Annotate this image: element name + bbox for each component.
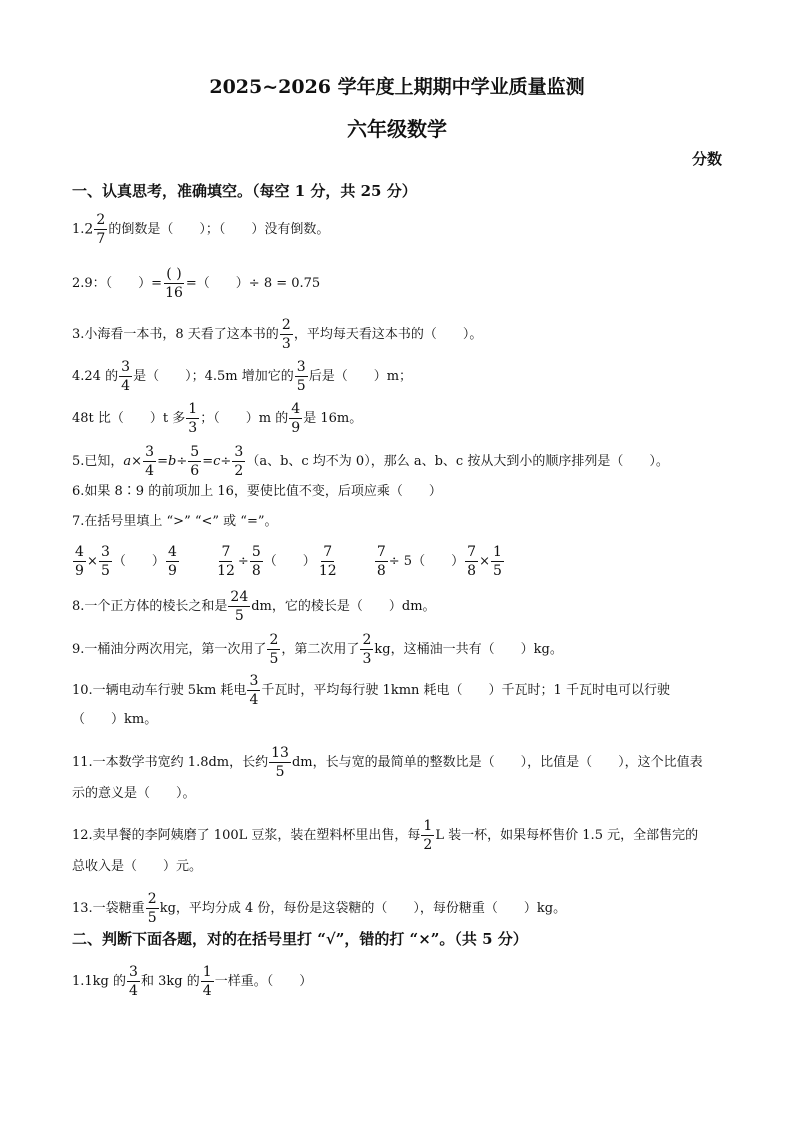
q3-prefix: 3.小海看一本书，8 天看了这本书的 <box>72 327 279 342</box>
q7-1-frac-b <box>99 545 112 578</box>
j1-suffix: 一样重。（ ） <box>214 974 313 989</box>
q7-1-n3: 4 <box>166 545 179 562</box>
q9-suffix: kg，这桶油一共有（ ）kg。 <box>374 642 563 657</box>
q5-fraction-1 <box>143 445 156 478</box>
q7-1-op: × <box>87 554 98 569</box>
q9-mid: ，第二次用了 <box>281 642 360 657</box>
q7-item-3 <box>374 545 505 578</box>
q2-fraction <box>163 267 185 300</box>
q5-times: × <box>131 454 143 469</box>
q2-prefix: 2.9：（ ）= <box>72 276 163 291</box>
q7-1-d2: 5 <box>100 563 110 579</box>
q4-den2: 5 <box>296 378 306 394</box>
q4b-den2: 9 <box>291 420 301 436</box>
q13-prefix: 13.一袋糖重 <box>72 901 145 916</box>
q13-suffix: kg，平均分成 4 份，每份是这袋糖的（ ），每份糖重（ ）kg。 <box>159 901 567 916</box>
q7-2-d2: 8 <box>251 563 261 579</box>
q10-prefix: 10.一辆电动车行驶 5km 耗电 <box>72 683 247 698</box>
q4-prefix: 4.24 的 <box>72 369 119 384</box>
question-2 <box>72 267 732 300</box>
q1-fraction <box>94 213 107 246</box>
q12-fraction <box>421 819 434 852</box>
q7-3-frac-c <box>465 545 478 578</box>
q11-prefix: 11.一本数学书宽约 1.8dm，长约 <box>72 755 269 770</box>
q3-fraction <box>280 318 293 351</box>
q8-den: 5 <box>234 608 244 624</box>
q11-fraction <box>269 746 291 779</box>
q2-num: ( ) <box>166 266 182 282</box>
q9-den2: 3 <box>362 651 372 667</box>
q4-suffix: 后是（ ）m； <box>308 369 413 384</box>
q3-num: 2 <box>280 318 293 335</box>
q7-2-frac-b <box>250 545 263 578</box>
q11-num: 13 <box>271 745 289 761</box>
q7-2-d1: 12 <box>217 563 235 579</box>
q7-2-n1: 7 <box>219 545 232 562</box>
q8-fraction <box>228 590 250 623</box>
question-6: 6.如果 8∶9 的前项加上 16，要使比值不变，后项应乘（ ） <box>72 484 442 499</box>
q7-2-n2: 5 <box>250 545 263 562</box>
q7-3-op2: × <box>479 554 490 569</box>
q5-fraction-2 <box>188 445 201 478</box>
q7-2-d3: 12 <box>318 563 337 579</box>
j1-fraction-1 <box>127 965 140 998</box>
j1-den2: 4 <box>202 983 212 999</box>
q7-item-1 <box>72 545 180 578</box>
q4-mid: 是（ ）；4.5m 增加它的 <box>133 369 294 384</box>
q1-num: 2 <box>94 213 107 230</box>
q2-suffix: =（ ）÷ 8 = 0.75 <box>185 276 321 291</box>
q9-num1: 2 <box>267 633 280 650</box>
q5-n3: 3 <box>232 445 245 462</box>
q4b-den1: 3 <box>188 420 198 436</box>
q5-prefix: 5.已知， <box>72 454 124 469</box>
q5-suffix: （a、b、c 均不为 0），那么 a、b、c 按从大到小的顺序排列是（ ）。 <box>246 454 669 469</box>
q5-var-a: a <box>123 454 132 469</box>
q8-num: 24 <box>230 589 249 605</box>
q4b-prefix: 48t 比（ ）t 多 <box>72 411 186 426</box>
question-3 <box>72 318 732 351</box>
q13-num: 2 <box>146 892 159 909</box>
q5-var-b: b <box>167 454 177 469</box>
q7-1-n2: 3 <box>99 545 112 562</box>
q8-suffix: dm，它的棱长是（ ）dm。 <box>251 599 436 614</box>
q5-d3: 2 <box>234 463 244 479</box>
q7-3-blank: （ ） <box>412 554 465 569</box>
q10-den: 4 <box>249 692 259 708</box>
q9-num2: 2 <box>360 633 373 650</box>
j1-mid: 和 3kg 的 <box>141 974 200 989</box>
question-4 <box>72 360 732 393</box>
q5-n1: 3 <box>143 445 156 462</box>
q7-3-frac-d <box>491 545 504 578</box>
q7-3-op: ÷ 5 <box>388 554 413 569</box>
question-1 <box>72 213 732 246</box>
q12-num: 1 <box>421 819 434 836</box>
j1-fraction-2 <box>201 965 214 998</box>
q1-prefix: 1. <box>72 222 85 237</box>
j1-num1: 3 <box>127 965 140 982</box>
q7-1-blank: （ ） <box>112 554 165 569</box>
q7-3-n4: 1 <box>491 545 504 562</box>
q10-num: 3 <box>247 674 260 691</box>
q7-3-n1: 7 <box>375 545 388 562</box>
q4-fraction-1 <box>119 360 132 393</box>
question-8 <box>72 590 732 623</box>
judge-question-1 <box>72 965 732 998</box>
q5-var-c: c <box>213 454 221 469</box>
q7-3-d1: 8 <box>376 563 386 579</box>
question-5 <box>72 445 732 478</box>
j1-den1: 4 <box>129 983 138 999</box>
question-13 <box>72 892 732 925</box>
q7-3-d3: 8 <box>467 563 477 579</box>
q4b-fraction-1 <box>186 402 199 435</box>
q7-3-d4: 5 <box>493 563 502 579</box>
q10-suffix: 千瓦时，平均每行驶 1kmn 耗电（ ）千瓦时；1 千瓦时电可以行驶 <box>261 683 670 698</box>
q7-1-frac-c <box>166 545 179 578</box>
q1-text: 的倒数是（ ）；（ ）没有倒数。 <box>108 222 330 237</box>
q9-fraction-2 <box>360 633 373 666</box>
question-12-line2: 总收入是（ ）元。 <box>72 859 203 874</box>
q2-den: 16 <box>165 285 183 301</box>
q5-div2: ÷ <box>220 454 232 469</box>
q13-fraction <box>146 892 159 925</box>
q9-fraction-1 <box>267 633 280 666</box>
q7-item-2 <box>214 545 340 578</box>
question-7-items <box>72 545 732 578</box>
question-10 <box>72 674 732 707</box>
q7-1-d3: 9 <box>167 563 177 579</box>
q7-2-frac-c <box>317 545 339 578</box>
j1-num2: 1 <box>201 965 214 982</box>
q7-2-n3: 7 <box>321 545 334 562</box>
q1-den: 7 <box>96 231 106 247</box>
q1-whole: 2 <box>84 221 94 238</box>
q5-eq1: = <box>157 454 168 469</box>
score-label: 分数 <box>691 150 722 168</box>
exam-title: 2025~2026 学年度上期期中学业质量监测 <box>209 76 585 98</box>
j1-prefix: 1.1kg 的 <box>72 974 127 989</box>
q13-den: 5 <box>147 910 157 926</box>
q11-den: 5 <box>275 764 285 780</box>
q5-div1: ÷ <box>176 454 188 469</box>
q9-prefix: 9.一桶油分两次用完，第一次用了 <box>72 642 267 657</box>
question-7: 7.在括号里填上 “>” “<” 或 “=”。 <box>72 514 278 529</box>
q9-den1: 5 <box>269 651 279 667</box>
q4-num1: 3 <box>119 360 132 377</box>
question-9 <box>72 633 732 666</box>
q4-num2: 3 <box>295 360 308 377</box>
q3-suffix: ，平均每天看这本书的（ ）。 <box>293 327 483 342</box>
q4b-suffix: 是 16m。 <box>303 411 363 426</box>
question-12 <box>72 819 732 852</box>
q7-2-blank: （ ） <box>263 554 316 569</box>
q3-den: 3 <box>281 336 291 352</box>
q8-prefix: 8.一个正方体的棱长之和是 <box>72 599 228 614</box>
q5-eq2: = <box>202 454 214 469</box>
question-4b <box>72 402 732 435</box>
q4b-num2: 4 <box>289 402 302 419</box>
section1-heading: 一、认真思考，准确填空。（每空 1 分，共 25 分） <box>72 182 417 200</box>
q12-prefix: 12.卖早餐的李阿姨磨了 100L 豆浆，装在塑料杯里出售，每 <box>72 828 421 843</box>
q5-n2: 5 <box>188 445 201 462</box>
q4b-fraction-2 <box>289 402 302 435</box>
q12-suffix: L 装一杯，如果每杯售价 1.5 元，全部售完的 <box>435 828 699 843</box>
q7-2-frac-a <box>215 545 237 578</box>
q4-fraction-2 <box>295 360 308 393</box>
question-11 <box>72 746 732 779</box>
q7-1-d1: 9 <box>75 563 84 579</box>
q5-d1: 4 <box>145 463 155 479</box>
exam-subject: 六年级数学 <box>347 117 447 141</box>
q7-1-frac-a <box>73 545 86 578</box>
q7-2-op: ÷ <box>237 554 249 569</box>
q7-1-n1: 4 <box>73 545 86 562</box>
q12-den: 2 <box>423 837 433 853</box>
q11-suffix: dm，长与宽的最简单的整数比是（ ），比值是（ ），这个比值表 <box>291 755 703 770</box>
q10-fraction <box>247 674 260 707</box>
question-10-line2: （ ）km。 <box>72 712 158 727</box>
section2-heading: 二、判断下面各题，对的在括号里打 “√”，错的打 “×”。（共 5 分） <box>72 930 528 948</box>
q4b-num1: 1 <box>186 402 199 419</box>
q5-fraction-3 <box>232 445 245 478</box>
q4-den1: 4 <box>121 378 131 394</box>
q7-3-n3: 7 <box>465 545 478 562</box>
q5-d2: 6 <box>190 463 200 479</box>
q7-3-frac-a <box>375 545 388 578</box>
question-11-line2: 示的意义是（ ）。 <box>72 786 196 801</box>
q4b-mid: ；（ ）m 的 <box>200 411 289 426</box>
